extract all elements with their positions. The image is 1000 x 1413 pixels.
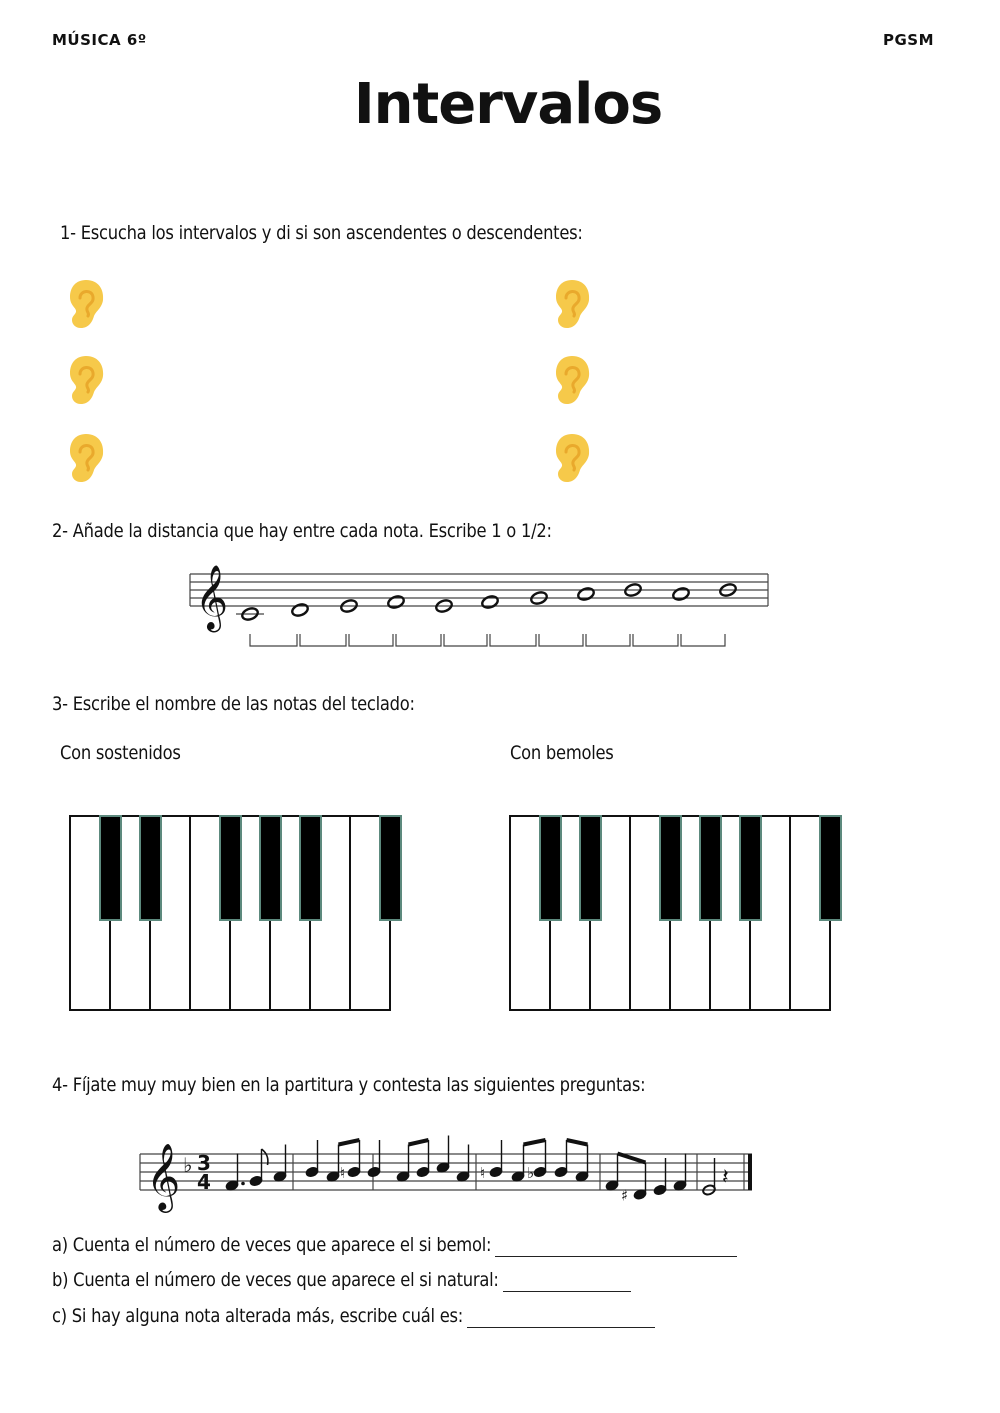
treble-clef-icon: 𝄞 [195,565,229,630]
answer-question-label: c) Si hay alguna nota alterada más, escribe cuál es: [52,1305,464,1327]
answer-input-line[interactable] [503,1273,631,1292]
quarter-rest-icon: 𝄽 [722,1165,729,1190]
question-4: 4- Fíjate muy muy bien en la partitura y contesta las siguientes preguntas: [52,1074,646,1096]
accidental-icon: ♮ [480,1164,486,1182]
accidental-icon: ♮ [340,1164,346,1182]
flat-key-signature-icon: ♭ [183,1153,193,1177]
answer-row [52,1269,571,1291]
treble-clef-icon: 𝄞 [146,1142,181,1210]
time-signature-bottom-icon: 4 [197,1170,211,1194]
dot [241,1182,245,1186]
accidental-icon: ♯ [621,1186,629,1205]
time-signature-top-icon: 3 [197,1151,211,1175]
question-3: 3- Escribe el nombre de las notas del teclado: [52,693,415,715]
header-left-label: MÚSICA 6º [52,31,147,49]
answer-question-label: b) Cuenta el número de veces que aparece el si natural: [52,1269,499,1291]
header-right-label: PGSM [883,31,935,49]
question-2: 2- Añade la distancia que hay entre cada nota. Escribe 1 o 1/2: [52,520,552,542]
answer-row [52,1305,530,1327]
keyboard-right-label: Con bemoles [510,742,614,764]
question-1: 1- Escucha los intervalos y di si son ascendentes o descendentes: [60,222,583,244]
answer-question-label: a) Cuenta el número de veces que aparece el si bemol: [52,1234,492,1256]
answer-row [52,1234,563,1256]
accidental-icon: ♭ [527,1164,535,1182]
answer-input-line[interactable] [495,1238,737,1257]
page-title: Intervalos [353,72,663,137]
keyboard-left-label: Con sostenidos [60,742,181,764]
answer-input-line[interactable] [467,1309,655,1328]
